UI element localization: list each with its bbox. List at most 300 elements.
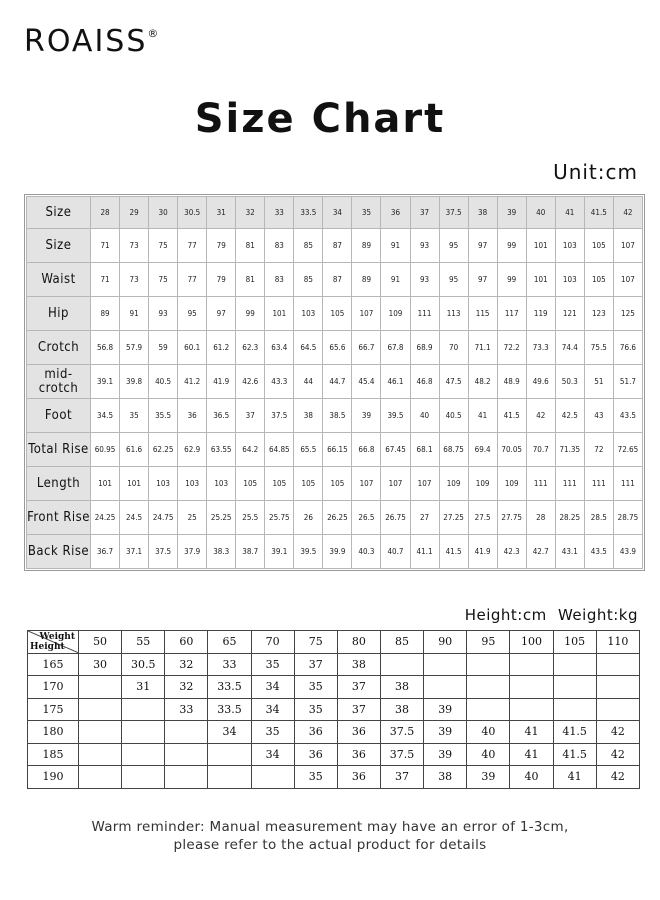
size-cell xyxy=(424,676,467,699)
size-value-cell: 77 xyxy=(178,263,206,296)
size-value-cell: 72 xyxy=(585,433,613,466)
size-value-cell: 43 xyxy=(585,399,613,432)
size-cell: 39 xyxy=(424,721,467,744)
size-value-cell: 74.4 xyxy=(556,331,584,364)
size-value-cell: 89 xyxy=(91,297,119,330)
size-value-cell: 48.9 xyxy=(498,365,526,398)
size-cell xyxy=(165,766,208,789)
size-value-cell: 41.9 xyxy=(469,535,497,568)
size-cell xyxy=(208,766,251,789)
size-value-cell: 46.8 xyxy=(411,365,439,398)
weight-header-cell: 80 xyxy=(337,631,380,654)
size-cell: 35 xyxy=(294,698,337,721)
size-header-cell: 30 xyxy=(149,197,177,228)
size-value-cell: 36 xyxy=(178,399,206,432)
size-value-cell: 76.6 xyxy=(614,331,642,364)
size-value-cell: 89 xyxy=(352,229,380,262)
size-cell: 34 xyxy=(251,743,294,766)
size-cell: 35 xyxy=(294,676,337,699)
size-value-cell: 73 xyxy=(120,263,148,296)
size-header-cell: 42 xyxy=(614,197,642,228)
size-value-cell: 89 xyxy=(352,263,380,296)
row-label: Foot xyxy=(27,399,90,432)
size-value-cell: 105 xyxy=(585,229,613,262)
size-value-cell: 123 xyxy=(585,297,613,330)
size-cell xyxy=(510,698,553,721)
size-value-cell: 83 xyxy=(265,229,293,262)
height-cell: 170 xyxy=(28,676,79,699)
weight-header-cell: 110 xyxy=(596,631,639,654)
size-value-cell: 43.9 xyxy=(614,535,642,568)
size-value-cell: 60.1 xyxy=(178,331,206,364)
size-value-cell: 28.5 xyxy=(585,501,613,534)
size-value-cell: 77 xyxy=(178,229,206,262)
weight-header-cell: 70 xyxy=(251,631,294,654)
size-value-cell: 103 xyxy=(556,229,584,262)
size-cell: 36 xyxy=(294,743,337,766)
size-value-cell: 38.5 xyxy=(323,399,351,432)
size-value-cell: 97 xyxy=(469,263,497,296)
size-cell: 35 xyxy=(251,653,294,676)
size-cell xyxy=(79,676,122,699)
size-value-cell: 59 xyxy=(149,331,177,364)
size-value-cell: 25.25 xyxy=(207,501,235,534)
size-header-cell: 30.5 xyxy=(178,197,206,228)
size-value-cell: 79 xyxy=(207,229,235,262)
size-value-cell: 41 xyxy=(469,399,497,432)
size-cell xyxy=(467,676,510,699)
size-table-row xyxy=(27,229,642,262)
size-value-cell: 81 xyxy=(236,263,264,296)
size-cell: 39 xyxy=(424,743,467,766)
size-value-cell: 125 xyxy=(614,297,642,330)
size-value-cell: 105 xyxy=(265,467,293,500)
weight-header-cell: 65 xyxy=(208,631,251,654)
size-cell: 41 xyxy=(553,766,596,789)
size-value-cell: 68.9 xyxy=(411,331,439,364)
size-value-cell: 115 xyxy=(469,297,497,330)
size-value-cell: 105 xyxy=(323,297,351,330)
size-header-cell: 33.5 xyxy=(294,197,322,228)
weight-header-cell: 105 xyxy=(553,631,596,654)
size-cell: 37 xyxy=(380,766,423,789)
size-value-cell: 101 xyxy=(265,297,293,330)
row-label: Total Rise xyxy=(27,433,90,466)
size-value-cell: 42.7 xyxy=(527,535,555,568)
size-cell: 41 xyxy=(510,743,553,766)
size-cell: 33.5 xyxy=(208,676,251,699)
size-cell: 41.5 xyxy=(553,743,596,766)
size-value-cell: 75.5 xyxy=(585,331,613,364)
size-cell xyxy=(553,653,596,676)
size-value-cell: 24.25 xyxy=(91,501,119,534)
size-cell: 37 xyxy=(294,653,337,676)
size-cell: 38 xyxy=(424,766,467,789)
size-value-cell: 39.5 xyxy=(294,535,322,568)
size-header-cell: 31 xyxy=(207,197,235,228)
size-header-label: Size xyxy=(27,197,90,228)
row-label: Hip xyxy=(27,297,90,330)
size-value-cell: 35.5 xyxy=(149,399,177,432)
size-cell xyxy=(79,721,122,744)
size-cell: 31 xyxy=(122,676,165,699)
size-value-cell: 46.1 xyxy=(381,365,409,398)
size-value-cell: 109 xyxy=(381,297,409,330)
size-cell xyxy=(79,743,122,766)
size-value-cell: 73 xyxy=(120,229,148,262)
size-value-cell: 95 xyxy=(440,229,468,262)
height-cell: 190 xyxy=(28,766,79,789)
size-value-cell: 61.6 xyxy=(120,433,148,466)
size-value-cell: 81 xyxy=(236,229,264,262)
size-value-cell: 51 xyxy=(585,365,613,398)
size-cell xyxy=(596,676,639,699)
size-cell xyxy=(510,676,553,699)
size-value-cell: 39.9 xyxy=(323,535,351,568)
size-value-cell: 75 xyxy=(149,229,177,262)
size-value-cell: 43.3 xyxy=(265,365,293,398)
size-value-cell: 97 xyxy=(207,297,235,330)
size-table-row xyxy=(27,365,642,398)
size-value-cell: 60.95 xyxy=(91,433,119,466)
size-value-cell: 91 xyxy=(120,297,148,330)
size-value-cell: 41.9 xyxy=(207,365,235,398)
size-value-cell: 66.7 xyxy=(352,331,380,364)
size-value-cell: 93 xyxy=(411,229,439,262)
size-cell xyxy=(79,766,122,789)
size-header-cell: 41 xyxy=(556,197,584,228)
size-value-cell: 72.2 xyxy=(498,331,526,364)
size-value-cell: 62.9 xyxy=(178,433,206,466)
corner-height-label: Height xyxy=(30,641,65,652)
size-value-cell: 40.5 xyxy=(149,365,177,398)
size-header-cell: 33 xyxy=(265,197,293,228)
size-value-cell: 40.5 xyxy=(440,399,468,432)
size-header-cell: 35 xyxy=(352,197,380,228)
size-value-cell: 107 xyxy=(352,467,380,500)
size-value-cell: 63.55 xyxy=(207,433,235,466)
size-value-cell: 42.6 xyxy=(236,365,264,398)
size-value-cell: 101 xyxy=(91,467,119,500)
size-value-cell: 25 xyxy=(178,501,206,534)
size-value-cell: 57.9 xyxy=(120,331,148,364)
size-value-cell: 26 xyxy=(294,501,322,534)
size-value-cell: 43.5 xyxy=(614,399,642,432)
corner-weight-label: Weight xyxy=(39,632,75,642)
size-value-cell: 64.5 xyxy=(294,331,322,364)
size-value-cell: 37.5 xyxy=(265,399,293,432)
size-value-cell: 41.5 xyxy=(498,399,526,432)
size-cell xyxy=(553,698,596,721)
size-cell: 37 xyxy=(337,698,380,721)
size-value-cell: 39.8 xyxy=(120,365,148,398)
size-cell: 33 xyxy=(165,698,208,721)
size-value-cell: 70.05 xyxy=(498,433,526,466)
size-cell: 40 xyxy=(510,766,553,789)
size-value-cell: 119 xyxy=(527,297,555,330)
size-cell: 41 xyxy=(510,721,553,744)
size-cell xyxy=(467,653,510,676)
size-value-cell: 99 xyxy=(498,229,526,262)
size-value-cell: 45.4 xyxy=(352,365,380,398)
size-value-cell: 91 xyxy=(381,263,409,296)
size-value-cell: 72.65 xyxy=(614,433,642,466)
size-value-cell: 83 xyxy=(265,263,293,296)
size-table-row xyxy=(27,331,642,364)
size-cell: 36 xyxy=(337,766,380,789)
size-cell xyxy=(165,743,208,766)
size-cell: 42 xyxy=(596,721,639,744)
size-value-cell: 56.8 xyxy=(91,331,119,364)
size-cell: 40 xyxy=(467,743,510,766)
size-value-cell: 99 xyxy=(236,297,264,330)
size-value-cell: 25.75 xyxy=(265,501,293,534)
reminder-line-2: please refer to the actual product for details xyxy=(173,837,487,853)
size-cell xyxy=(510,653,553,676)
height-row xyxy=(28,698,640,721)
size-value-cell: 24.5 xyxy=(120,501,148,534)
size-cell xyxy=(122,698,165,721)
size-value-cell: 39.5 xyxy=(381,399,409,432)
height-weight-table xyxy=(27,630,640,789)
weight-header-row xyxy=(28,631,640,654)
brand-name: ROAISS xyxy=(24,24,148,59)
size-cell xyxy=(553,676,596,699)
size-value-cell: 93 xyxy=(411,263,439,296)
size-value-cell: 111 xyxy=(585,467,613,500)
size-header-cell: 32 xyxy=(236,197,264,228)
size-value-cell: 66.8 xyxy=(352,433,380,466)
size-value-cell: 111 xyxy=(527,467,555,500)
size-value-cell: 107 xyxy=(381,467,409,500)
size-value-cell: 37.1 xyxy=(120,535,148,568)
size-cell xyxy=(122,721,165,744)
size-table-row xyxy=(27,399,642,432)
size-value-cell: 79 xyxy=(207,263,235,296)
size-cell: 37.5 xyxy=(380,743,423,766)
size-table-row xyxy=(27,501,642,534)
row-label: Crotch xyxy=(27,331,90,364)
height-row xyxy=(28,653,640,676)
size-value-cell: 68.1 xyxy=(411,433,439,466)
size-value-cell: 109 xyxy=(469,467,497,500)
height-cell: 185 xyxy=(28,743,79,766)
size-cell: 32 xyxy=(165,676,208,699)
size-value-cell: 103 xyxy=(149,467,177,500)
size-value-cell: 24.75 xyxy=(149,501,177,534)
size-cell: 36 xyxy=(337,743,380,766)
height-row xyxy=(28,766,640,789)
weight-header-cell: 55 xyxy=(122,631,165,654)
size-value-cell: 36.7 xyxy=(91,535,119,568)
size-table-row xyxy=(27,467,642,500)
size-cell: 30.5 xyxy=(122,653,165,676)
height-cell: 180 xyxy=(28,721,79,744)
size-value-cell: 105 xyxy=(323,467,351,500)
size-value-cell: 28.75 xyxy=(614,501,642,534)
height-row xyxy=(28,721,640,744)
size-cell: 37 xyxy=(337,676,380,699)
row-label: Size xyxy=(27,229,90,262)
size-value-cell: 48.2 xyxy=(469,365,497,398)
size-value-cell: 25.5 xyxy=(236,501,264,534)
size-value-cell: 71 xyxy=(91,263,119,296)
size-value-cell: 70 xyxy=(440,331,468,364)
size-cell xyxy=(467,698,510,721)
size-value-cell: 42.5 xyxy=(556,399,584,432)
size-value-cell: 64.85 xyxy=(265,433,293,466)
size-value-cell: 111 xyxy=(411,297,439,330)
weight-header-cell: 75 xyxy=(294,631,337,654)
size-cell: 42 xyxy=(596,743,639,766)
size-value-cell: 37 xyxy=(236,399,264,432)
size-value-cell: 117 xyxy=(498,297,526,330)
size-value-cell: 87 xyxy=(323,229,351,262)
size-value-cell: 95 xyxy=(440,263,468,296)
size-value-cell: 44 xyxy=(294,365,322,398)
size-value-cell: 44.7 xyxy=(323,365,351,398)
size-value-cell: 36.5 xyxy=(207,399,235,432)
size-cell xyxy=(122,766,165,789)
size-value-cell: 37.5 xyxy=(149,535,177,568)
size-value-cell: 38 xyxy=(294,399,322,432)
unit-label: Unit:cm xyxy=(553,160,638,184)
size-header-cell: 29 xyxy=(120,197,148,228)
size-value-cell: 70.7 xyxy=(527,433,555,466)
size-cell: 40 xyxy=(467,721,510,744)
size-cell: 35 xyxy=(294,766,337,789)
row-label: Waist xyxy=(27,263,90,296)
size-value-cell: 39 xyxy=(352,399,380,432)
size-header-cell: 40 xyxy=(527,197,555,228)
size-value-cell: 105 xyxy=(294,467,322,500)
size-value-cell: 42 xyxy=(527,399,555,432)
size-value-cell: 91 xyxy=(381,229,409,262)
size-cell: 30 xyxy=(79,653,122,676)
size-cell xyxy=(122,743,165,766)
size-header-cell: 37 xyxy=(411,197,439,228)
size-cell: 33.5 xyxy=(208,698,251,721)
size-value-cell: 99 xyxy=(498,263,526,296)
size-value-cell: 27.5 xyxy=(469,501,497,534)
size-header-cell: 39 xyxy=(498,197,526,228)
size-value-cell: 67.8 xyxy=(381,331,409,364)
height-row xyxy=(28,743,640,766)
size-value-cell: 111 xyxy=(614,467,642,500)
size-value-cell: 101 xyxy=(120,467,148,500)
size-cell xyxy=(251,766,294,789)
size-value-cell: 105 xyxy=(585,263,613,296)
size-value-cell: 61.2 xyxy=(207,331,235,364)
size-value-cell: 26.5 xyxy=(352,501,380,534)
size-table-row xyxy=(27,535,642,568)
size-header-cell: 36 xyxy=(381,197,409,228)
size-value-cell: 40.7 xyxy=(381,535,409,568)
size-value-cell: 41.2 xyxy=(178,365,206,398)
size-value-cell: 62.3 xyxy=(236,331,264,364)
size-header-cell: 34 xyxy=(323,197,351,228)
size-value-cell: 93 xyxy=(149,297,177,330)
size-value-cell: 69.4 xyxy=(469,433,497,466)
size-cell: 38 xyxy=(380,698,423,721)
size-value-cell: 97 xyxy=(469,229,497,262)
size-value-cell: 95 xyxy=(178,297,206,330)
size-cell xyxy=(596,698,639,721)
size-cell: 39 xyxy=(424,698,467,721)
size-cell: 36 xyxy=(294,721,337,744)
size-header-cell: 28 xyxy=(91,197,119,228)
size-table-frame xyxy=(24,194,645,571)
size-value-cell: 101 xyxy=(527,229,555,262)
size-cell xyxy=(79,698,122,721)
size-cell xyxy=(424,653,467,676)
size-value-cell: 67.45 xyxy=(381,433,409,466)
size-value-cell: 43.1 xyxy=(556,535,584,568)
height-weight-units: Height:cm Weight:kg xyxy=(464,606,638,624)
size-value-cell: 103 xyxy=(294,297,322,330)
size-value-cell: 85 xyxy=(294,229,322,262)
size-value-cell: 28 xyxy=(527,501,555,534)
size-value-cell: 43.5 xyxy=(585,535,613,568)
size-cell: 34 xyxy=(208,721,251,744)
size-value-cell: 109 xyxy=(440,467,468,500)
size-value-cell: 38.3 xyxy=(207,535,235,568)
size-value-cell: 35 xyxy=(120,399,148,432)
size-value-cell: 39.1 xyxy=(91,365,119,398)
size-cell xyxy=(208,743,251,766)
size-cell xyxy=(165,721,208,744)
size-value-cell: 101 xyxy=(527,263,555,296)
size-value-cell: 42.3 xyxy=(498,535,526,568)
size-value-cell: 41.1 xyxy=(411,535,439,568)
size-cell: 32 xyxy=(165,653,208,676)
size-cell: 33 xyxy=(208,653,251,676)
size-header-cell: 37.5 xyxy=(440,197,468,228)
size-value-cell: 75 xyxy=(149,263,177,296)
size-value-cell: 113 xyxy=(440,297,468,330)
size-value-cell: 34.5 xyxy=(91,399,119,432)
size-cell: 36 xyxy=(337,721,380,744)
weight-header-cell: 95 xyxy=(467,631,510,654)
warm-reminder xyxy=(0,818,660,854)
size-cell: 35 xyxy=(251,721,294,744)
size-value-cell: 28.25 xyxy=(556,501,584,534)
size-cell xyxy=(380,653,423,676)
size-value-cell: 64.2 xyxy=(236,433,264,466)
height-cell: 175 xyxy=(28,698,79,721)
size-value-cell: 49.6 xyxy=(527,365,555,398)
size-value-cell: 87 xyxy=(323,263,351,296)
size-cell: 38 xyxy=(380,676,423,699)
registered-mark: ® xyxy=(147,27,159,40)
size-cell: 34 xyxy=(251,676,294,699)
size-value-cell: 62.25 xyxy=(149,433,177,466)
weight-header-cell: 100 xyxy=(510,631,553,654)
size-value-cell: 26.25 xyxy=(323,501,351,534)
size-value-cell: 51.7 xyxy=(614,365,642,398)
size-value-cell: 121 xyxy=(556,297,584,330)
size-value-cell: 107 xyxy=(411,467,439,500)
size-value-cell: 65.6 xyxy=(323,331,351,364)
size-value-cell: 71.35 xyxy=(556,433,584,466)
size-value-cell: 71 xyxy=(91,229,119,262)
size-cell: 41.5 xyxy=(553,721,596,744)
reminder-line-1: Warm reminder: Manual measurement may have an error of 1-3cm, xyxy=(91,819,569,835)
size-value-cell: 40.3 xyxy=(352,535,380,568)
size-value-cell: 27.25 xyxy=(440,501,468,534)
size-value-cell: 27.75 xyxy=(498,501,526,534)
size-value-cell: 66.15 xyxy=(323,433,351,466)
